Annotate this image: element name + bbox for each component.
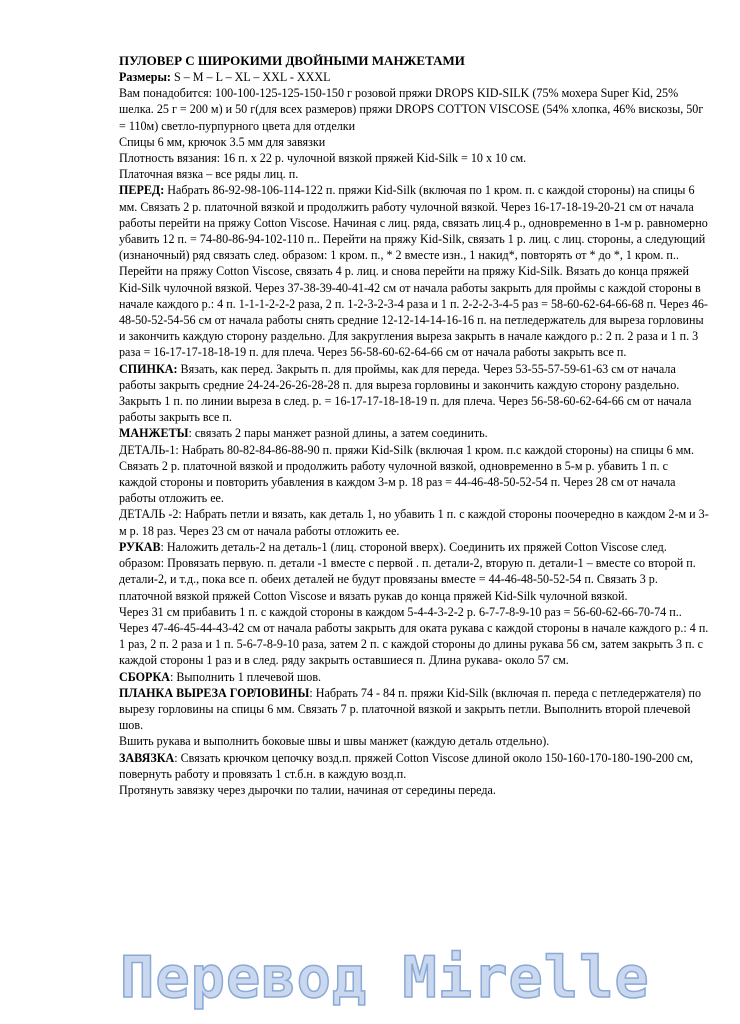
- materials-paragraph: Вам понадобится: 100-100-125-125-150-150 г розовой пряжи DROPS KID-SILK (75% мохера Super Kid, 25% шелка. 25 г = 200 м) и 50 г(для всех размеров) пряжи DROPS COTTON VISCOSE (54% хлопка, 46% вискозы, 50г = 110м) светло-пурпурного цвета для отделки: [119, 86, 704, 133]
- sleeve-label: РУКАВ: [119, 539, 161, 554]
- cuffs-paragraph: [119, 425, 709, 441]
- back-text: Вязать, как перед. Закрыть п. для проймы, как для переда. Через 53-55-57-59-61-63 см от начала работы закрыть средние 24-24-26-26-28-28 п. для выреза горловины и закончить каждую сторону раздельно. Закрыть 1 п. по линии выреза в след. р. = 16-17-17-18-18-19 п. для плеча. Через 56-58-60-62-64-66 см от начала работы закрыть все п.: [119, 361, 692, 425]
- tie-label: ЗАВЯЗКА: [119, 750, 175, 765]
- assembly-paragraph: [119, 669, 709, 685]
- neckband-text: : Набрать 74 - 84 п. пряжи Kid-Silk (включая п. переда с петледержателя) по вырезу горловины на спицы 6 мм. Связать 7 р. платочной вязкой и закрыть петли. Выполнить второй плечевой шов.: [119, 685, 701, 733]
- front-label: ПЕРЕД:: [119, 183, 165, 198]
- cuffs-text: : связать 2 пары манжет разной длины, а затем соединить.: [188, 426, 488, 441]
- document-body: [119, 52, 709, 798]
- detail1-paragraph: ДЕТАЛЬ-1: Набрать 80-82-84-86-88-90 п. пряжи Kid-Silk (включая 1 кром. п.с каждой стороны) на спицы 6 мм. Связать 2 р. платочной вязкой и продолжить работу чулочной вязкой, одновременно в 5-м р. убавить 1 п. с каждой стороны и повторить убавления в каждом 3-м р. 18 раз = 44-46-48-50-52-54 п. Через 28 см от начала работы отложить ее.: [119, 442, 695, 506]
- document-title: ПУЛОВЕР С ШИРОКИМИ ДВОЙНЫМИ МАНЖЕТАМИ: [119, 53, 465, 68]
- sleeve-shaping-paragraph: Через 31 см прибавить 1 п. с каждой стороны в каждом 5-4-4-3-2-2 р. 6-7-7-8-9-10 раз = 56-60-62-66-70-74 п.. Через 47-46-45-44-43-42 см от начала работы закрыть для оката рукава с каждой стороны в начале каждого р.: 4 п. 1 раз, 2 п. 2 раза и 1 п. 5-6-7-8-9-10 раза, затем 2 п. с каждой стороны до длины рукава 56 см, затем закрыть 3 п. с каждой стороны 1 раз и в след. ряду закрыть оставшиеся п. Длина рукава- около 57 см.: [119, 604, 709, 668]
- finishing-line: Вшить рукава и выполнить боковые швы и швы манжет (каждую деталь отдельно).: [119, 734, 550, 749]
- detail2-paragraph: ДЕТАЛЬ -2: Набрать петли и вязать, как деталь 1, но убавить 1 п. с каждой стороны поочередно в каждом 2-м и 3-м р. 18 раз. Через 23 см от начала работы отложить ее.: [119, 507, 709, 538]
- assembly-label: СБОРКА: [119, 669, 170, 684]
- neckband-label: ПЛАНКА ВЫРЕЗА ГОРЛОВИНЫ: [119, 685, 310, 700]
- tie-instruction-line: Протянуть завязку через дырочки по талии, начиная от середины переда.: [119, 782, 496, 797]
- translator-watermark: Перевод Mirelle: [120, 945, 650, 1011]
- gauge-line: Плотность вязания: 16 п. х 22 р. чулочной вязкой пряжей Kid-Silk = 10 х 10 см.: [119, 151, 527, 166]
- sleeve-text: : Наложить деталь-2 на деталь-1 (лиц. стороной вверх). Соединить их пряжей Cotton Viscose след. образом: Провязать первую. п. детали -1 вместе с первой . п. детали-2, вторую п. детали-1 – вместе со второй п. детали-2, и т.д., пока все п. обеих деталей не будут провязаны вместе = 44-46-48-50-52-54 п. Связать 3 р. платочной вязкой пряжей Cotton Viscose и вязать рукав до конца пряжей Kid-Silk чулочной вязкой.: [119, 539, 696, 603]
- cuffs-label: МАНЖЕТЫ: [119, 426, 189, 441]
- assembly-text: : Выполнить 1 плечевой шов.: [169, 669, 322, 684]
- tie-text: : Связать крючком цепочку возд.п. пряжей Cotton Viscose длиной около 150-160-170-180-190-200 см, повернуть работу и провязать 1 ст.б.н. в каждую возд.п.: [119, 750, 694, 781]
- front-paragraph: [119, 182, 709, 360]
- neckband-paragraph: [119, 685, 709, 734]
- sizes-text: S – M – L – XL – XXL - XXXL: [170, 70, 331, 84]
- back-label: СПИНКА:: [119, 361, 178, 376]
- back-paragraph: [119, 361, 709, 426]
- tie-paragraph: [119, 750, 709, 782]
- sizes-label: Размеры:: [119, 70, 171, 84]
- sizes-line: [119, 69, 709, 85]
- sleeve-paragraph: [119, 539, 709, 604]
- needles-line: Спицы 6 мм, крючок 3.5 мм для завязки: [119, 134, 326, 149]
- garter-line: Платочная вязка – все ряды лиц. п.: [119, 167, 299, 182]
- front-text: Набрать 86-92-98-106-114-122 п. пряжи Kid-Silk (включая по 1 кром. п. с каждой стороны) на спицы 6 мм. Связать 2 р. платочной вязкой и продолжить работу чулочной вязкой. Через 16-17-18-19-20-21 см от начала работы перейти на пряжу Cotton Viscose. Начиная с лиц. ряда, связать лиц.4 р., одновременно в 1-м р. равномерно убавить 12 п. = 74-80-86-94-102-110 п.. Перейти на пряжу Kid-Silk, связать 1 р. лиц. с лиц. стороны, а следующий (изнаночный) ряд связать след. образом: 1 кром. п., * 2 вместе изн., 1 накид*, повторять от * до *, 1 кром. п.. Перейти на пряжу Cotton Viscose, связать 4 р. лиц. и снова перейти на пряжу Kid-Silk. Вязать до конца пряжей Kid-Silk чулочной вязкой. Через 37-38-39-40-41-42 см от начала работы закрыть для проймы с каждой стороны в начале каждого р.: 4 п. 1-1-1-2-2-2 раза, 2 п. 1-2-3-2-3-4 раза и 1 п. 2-2-2-3-4-5 раз = 58-60-62-64-66-68 п. Через 46-48-50-52-54-56 см от начала работы снять средние 12-12-14-14-16-16 п. на петледержатель для выреза горловины и закончить каждую сторону раздельно. Для закругления выреза закрыть в начале каждого р.: 2 п. 2 раза и 1 п. 3 раза = 16-17-17-18-18-19 п. для плеча. Через 56-58-60-62-64-66 см от начала работы закрыть все п.: [119, 183, 708, 360]
